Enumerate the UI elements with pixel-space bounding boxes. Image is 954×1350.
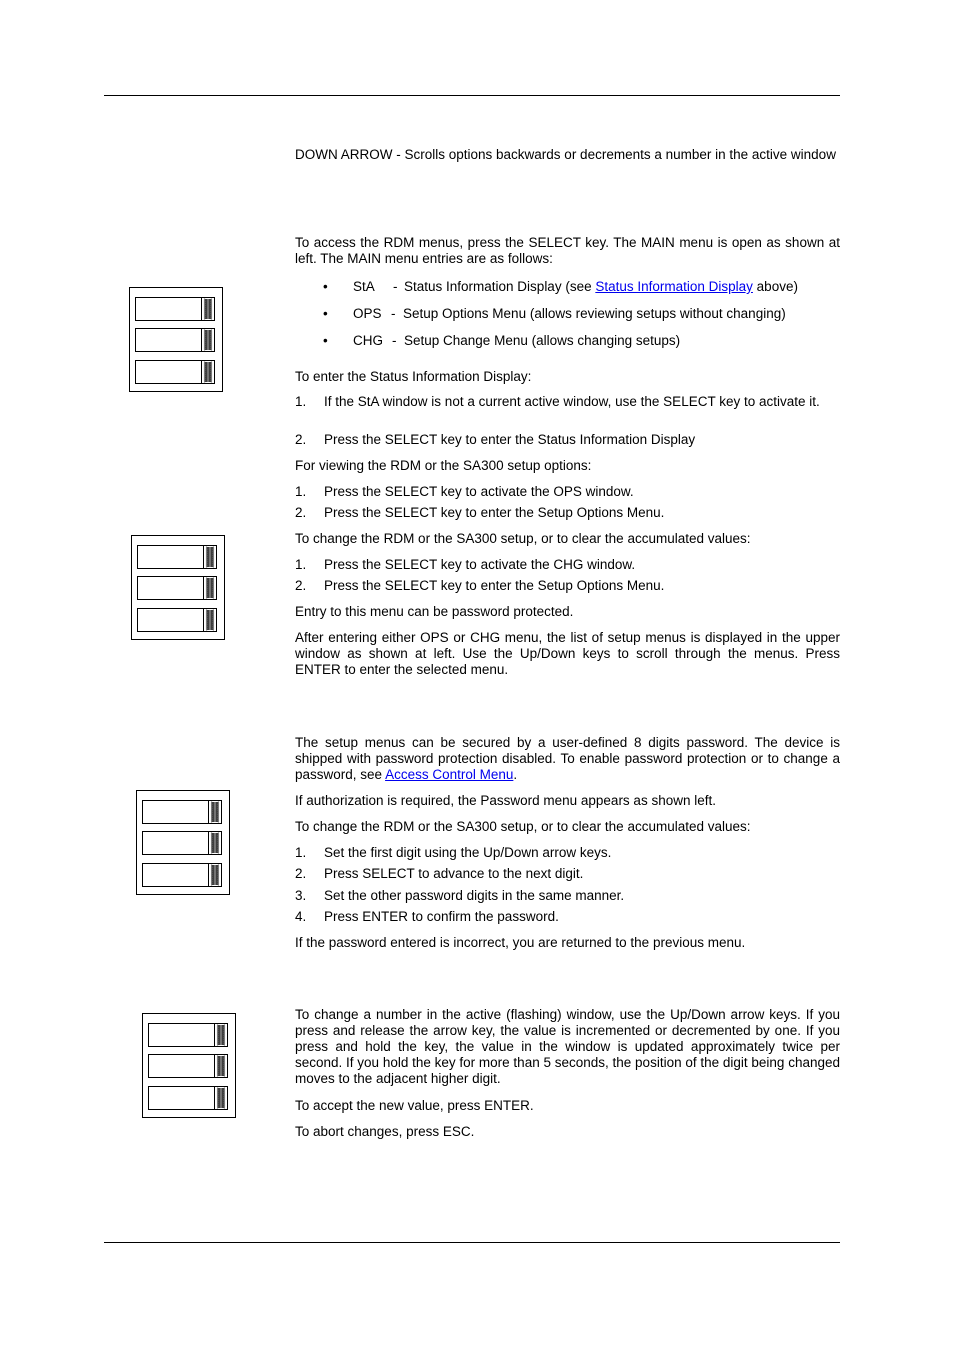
bullet-dash: - bbox=[391, 306, 396, 321]
display-window-upper bbox=[135, 297, 215, 321]
bullet-desc-pre: Status Information Display (see bbox=[404, 279, 596, 294]
step-text: Press ENTER to confirm the password. bbox=[324, 909, 559, 924]
window-arrows-icon bbox=[214, 1087, 227, 1109]
display-window-upper bbox=[142, 800, 222, 824]
abort-text: To abort changes, press ESC. bbox=[295, 1124, 475, 1139]
down-arrow-description: DOWN ARROW - Scrolls options backwards or decrements a number in the active window bbox=[295, 147, 836, 162]
bullet-dash: - bbox=[392, 333, 397, 348]
after-entering-text: After entering either OPS or CHG menu, the list of setup menus is displayed in the upper window as shown at left. Use the Up/Down keys to scroll through the menus. Press ENTER to enter the selected menu. bbox=[295, 630, 840, 677]
footer-rule bbox=[104, 1242, 840, 1243]
display-window-upper bbox=[137, 545, 217, 569]
bullet-dot: • bbox=[323, 333, 328, 348]
window-arrows-icon bbox=[201, 361, 214, 383]
step-number: 2. bbox=[295, 866, 307, 881]
step-number: 1. bbox=[295, 557, 307, 572]
window-arrows-icon bbox=[201, 298, 214, 320]
main-menu-display bbox=[129, 287, 223, 392]
header-rule bbox=[104, 95, 840, 96]
access-control-menu-link[interactable]: Access Control Menu bbox=[385, 767, 514, 782]
number-change-text: To change a number in the active (flashing) window, use the Up/Down arrow keys. If you press and release the arrow key, the value is incremented or decremented by one. If you press and hold the key, the value in the window is updated approximately twice per second. If you hold the key for more than 5 seconds, the position of the digit being changed moves to the adjacent higher digit. bbox=[295, 1007, 840, 1086]
step-text: Press the SELECT key to enter the Setup Options Menu. bbox=[324, 505, 665, 520]
window-arrows-icon bbox=[214, 1024, 227, 1046]
bullet-code: OPS bbox=[353, 306, 382, 321]
window-arrows-icon bbox=[203, 546, 216, 568]
step-number: 1. bbox=[295, 484, 307, 499]
step-text: Press the SELECT key to activate the CHG window. bbox=[324, 557, 636, 572]
display-window-lower bbox=[137, 608, 217, 632]
bullet-code: StA bbox=[353, 279, 375, 294]
password-menu-display bbox=[136, 790, 230, 895]
setup-menu-display bbox=[131, 535, 225, 640]
change-intro: To change the RDM or the SA300 setup, or to clear the accumulated values: bbox=[295, 531, 751, 546]
bullet-desc-post: above) bbox=[752, 279, 798, 294]
accept-text: To accept the new value, press ENTER. bbox=[295, 1098, 534, 1113]
step-number: 3. bbox=[295, 888, 307, 903]
password-intro-pre: The setup menus can be secured by a user-defined 8 digits password. The device is shipped with password protection disabled. To enable password protection or to change a password, see bbox=[295, 735, 840, 782]
password-note: Entry to this menu can be password protected. bbox=[295, 604, 574, 619]
authorization-text: If authorization is required, the Password menu appears as shown left. bbox=[295, 793, 716, 808]
step-number: 4. bbox=[295, 909, 307, 924]
bullet-code: CHG bbox=[353, 333, 383, 348]
window-arrows-icon bbox=[208, 832, 221, 854]
bullet-desc: Setup Options Menu (allows reviewing setups without changing) bbox=[403, 306, 786, 321]
bullet-dash: - bbox=[393, 279, 398, 294]
main-menu-intro: To access the RDM menus, press the SELECT key. The MAIN menu is open as shown at left. The MAIN menu entries are as follows: bbox=[295, 235, 840, 266]
display-window-upper bbox=[148, 1023, 228, 1047]
window-arrows-icon bbox=[201, 329, 214, 351]
number-entry-display bbox=[142, 1013, 236, 1118]
window-arrows-icon bbox=[203, 609, 216, 631]
step-number: 2. bbox=[295, 578, 307, 593]
status-intro: To enter the Status Information Display: bbox=[295, 369, 532, 384]
password-intro-post: . bbox=[513, 767, 518, 782]
step-number: 1. bbox=[295, 845, 307, 860]
password-intro bbox=[295, 735, 840, 783]
window-arrows-icon bbox=[208, 864, 221, 886]
status-information-display-link[interactable]: Status Information Display bbox=[595, 279, 753, 294]
window-arrows-icon bbox=[214, 1055, 227, 1077]
display-window-middle bbox=[142, 831, 222, 855]
step-text: Press SELECT to advance to the next digit. bbox=[324, 866, 584, 881]
step-text: Press the SELECT key to enter the Setup Options Menu. bbox=[324, 578, 665, 593]
window-arrows-icon bbox=[203, 577, 216, 599]
step-number: 2. bbox=[295, 505, 307, 520]
display-window-lower bbox=[142, 863, 222, 887]
step-text: Press the SELECT key to enter the Status Information Display bbox=[324, 432, 696, 447]
display-window-middle bbox=[148, 1054, 228, 1078]
display-window-middle bbox=[135, 328, 215, 352]
step-text: Set the first digit using the Up/Down arrow keys. bbox=[324, 845, 612, 860]
bullet-desc: Setup Change Menu (allows changing setups) bbox=[404, 333, 681, 348]
password-change-intro: To change the RDM or the SA300 setup, or to clear the accumulated values: bbox=[295, 819, 751, 834]
window-arrows-icon bbox=[208, 801, 221, 823]
display-window-lower bbox=[148, 1086, 228, 1110]
step-text: Set the other password digits in the same manner. bbox=[324, 888, 625, 903]
step-number: 2. bbox=[295, 432, 307, 447]
step-text: Press the SELECT key to activate the OPS window. bbox=[324, 484, 634, 499]
bullet-dot: • bbox=[323, 306, 328, 321]
incorrect-password-text: If the password entered is incorrect, you are returned to the previous menu. bbox=[295, 935, 746, 950]
step-number: 1. bbox=[295, 394, 307, 409]
bullet-dot: • bbox=[323, 279, 328, 294]
step-text: If the StA window is not a current active window, use the SELECT key to activate it. bbox=[324, 394, 820, 409]
bullet-desc bbox=[404, 279, 798, 295]
display-window-middle bbox=[137, 576, 217, 600]
view-intro: For viewing the RDM or the SA300 setup options: bbox=[295, 458, 592, 473]
display-window-lower bbox=[135, 360, 215, 384]
